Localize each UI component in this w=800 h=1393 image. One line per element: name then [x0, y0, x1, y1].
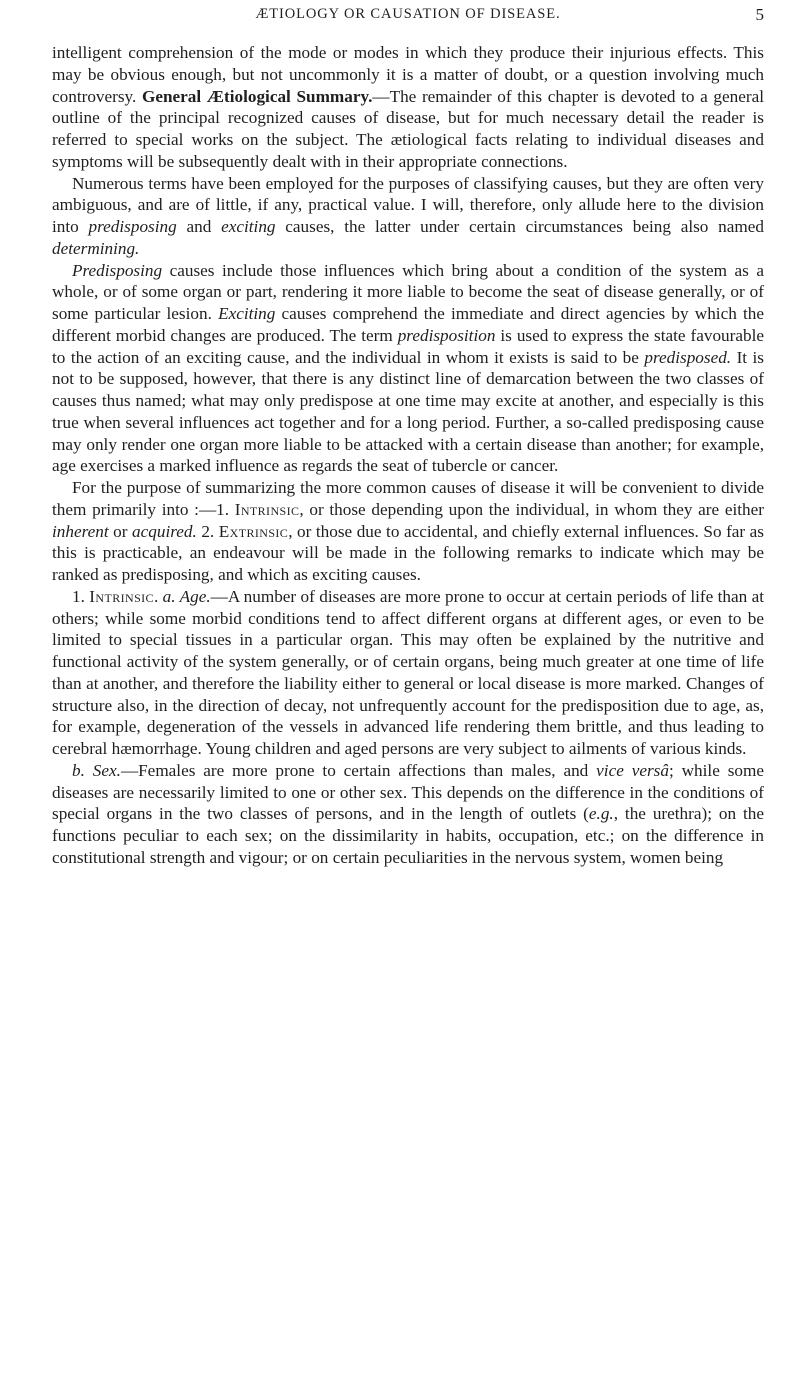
bold-heading: General Ætiological Summary. — [141, 86, 373, 106]
paragraph — [52, 477, 764, 586]
paragraph — [52, 260, 764, 478]
text-run: —Females are more prone to certain affections than males, and — [120, 760, 597, 780]
text-run: , or those due to accidental, and chiefly external influences. So far as this is practicable, an endeavour will be made in the following remarks to indicate which may be ranked as predisposing, and which as exciting causes. — [52, 521, 764, 584]
text-run: , or those depending upon the individual, in whom they are either — [299, 499, 764, 519]
text-run: For the purpose of summarizing the more common causes of disease it will be convenient to divide them primarily into :—1. — [52, 478, 764, 519]
italic-text: Predisposing — [72, 260, 163, 280]
page-number: 5 — [755, 5, 764, 24]
running-head — [52, 6, 764, 30]
italic-text: Exciting — [218, 304, 276, 323]
italic-text: b. Sex. — [72, 760, 121, 780]
italic-text: vice versâ — [596, 760, 669, 780]
italic-text: exciting — [221, 217, 276, 236]
book-page — [52, 0, 764, 1393]
paragraph — [52, 760, 764, 869]
small-caps-text: Intrinsic — [89, 586, 154, 606]
text-run: causes comprehend the immediate and direct agencies by which the different morbid changes are produced. The term — [52, 304, 764, 345]
italic-text: predisposing — [88, 217, 177, 236]
text-run: causes, the latter under certain circumstances being also named — [275, 217, 764, 236]
paragraph — [52, 173, 764, 260]
text-run: —A number of diseases are more prone to occur at certain periods of life than at others; while some morbid conditions tend to affect different organs at different ages, or even to be limited to special tissues in a particular organ. This may often be explained by the nutritive and functional activity of the system generally, or of certain organs, being much greater at one time of life than at another, and therefore the liability either to general or local disease is more marked. Changes of structure also, in the direction of decay, not unfrequently account for the predisposition due to age, as, for example, degeneration of the vessels in advanced life rendering them brittle, and thus leading to cerebral hæmorrhage. Young children and aged persons are very subject to ailments of various kinds. — [52, 586, 764, 758]
text-run: 1. — [72, 586, 90, 606]
small-caps-text: Extrinsic — [218, 521, 289, 541]
running-title: ÆTIOLOGY OR CAUSATION OF DISEASE. — [255, 6, 561, 22]
paragraph — [52, 586, 764, 760]
italic-text: a. Age. — [162, 586, 211, 606]
italic-text: determining. — [52, 238, 140, 258]
italic-text: e.g. — [588, 804, 614, 824]
paragraph — [52, 42, 764, 173]
text-run: . — [153, 586, 163, 606]
italic-text: predisposed. — [644, 347, 732, 367]
text-run: , the urethra); on the functions peculiar to each sex; on the dissimilarity in habits, occupation, etc.; on the difference in constitutional strength and vigour; or on certain peculiarities in the nervous system, women being — [52, 804, 764, 867]
text-run: ; while some diseases are necessarily limited to one or other sex. This depends on the difference in the conditions of special organs in the two classes of persons, and in the length of outlets ( — [52, 760, 764, 824]
italic-text: inherent — [52, 521, 109, 541]
italic-text: acquired. — [132, 521, 197, 541]
text-run: —The remainder of this chapter is devoted to a general outline of the principal recognized causes of disease, but for much necessary detail the reader is referred to special works on the subject. The ætiological facts relating to individual diseases and symptoms will be subsequently dealt with in their appropriate connections. — [52, 86, 764, 171]
text-run: is used to express the state favourable to the action of an exciting cause, and the individual in whom it exists is said to be — [52, 325, 764, 367]
text-run: or — [108, 521, 133, 541]
text-run: 2. — [196, 521, 219, 541]
text-run: and — [176, 217, 222, 236]
body-text — [52, 42, 764, 869]
small-caps-text: Intrinsic — [234, 499, 300, 519]
text-run: causes include those influences which bring about a condition of the system as a whole, or of some organ or part, rendering it more liable to become the seat of disease generally, or of some particular lesion. — [52, 260, 764, 323]
text-run: Numerous terms have been employed for the purposes of classifying causes, but they are often very ambiguous, and are of little, if any, practical value. I will, therefore, only allude here to the division into — [52, 173, 764, 236]
italic-text: predisposition — [397, 325, 496, 345]
text-run: It is not to be supposed, however, that there is any distinct line of demarcation between the two classes of causes thus named; what may only predispose at one time may excite at another, and especially is this true when several influences act together and for a long period. Further, a so-called predisposing cause may only render one organ more liable to be attacked with a certain disease than another; for example, age exercises a marked influence as regards the seat of tubercle or cancer. — [52, 347, 764, 476]
text-run: intelligent comprehension of the mode or modes in which they produce their injurious effects. This may be obvious enough, but not uncommonly it is a matter of doubt, or a question involving much controversy. — [52, 43, 764, 106]
